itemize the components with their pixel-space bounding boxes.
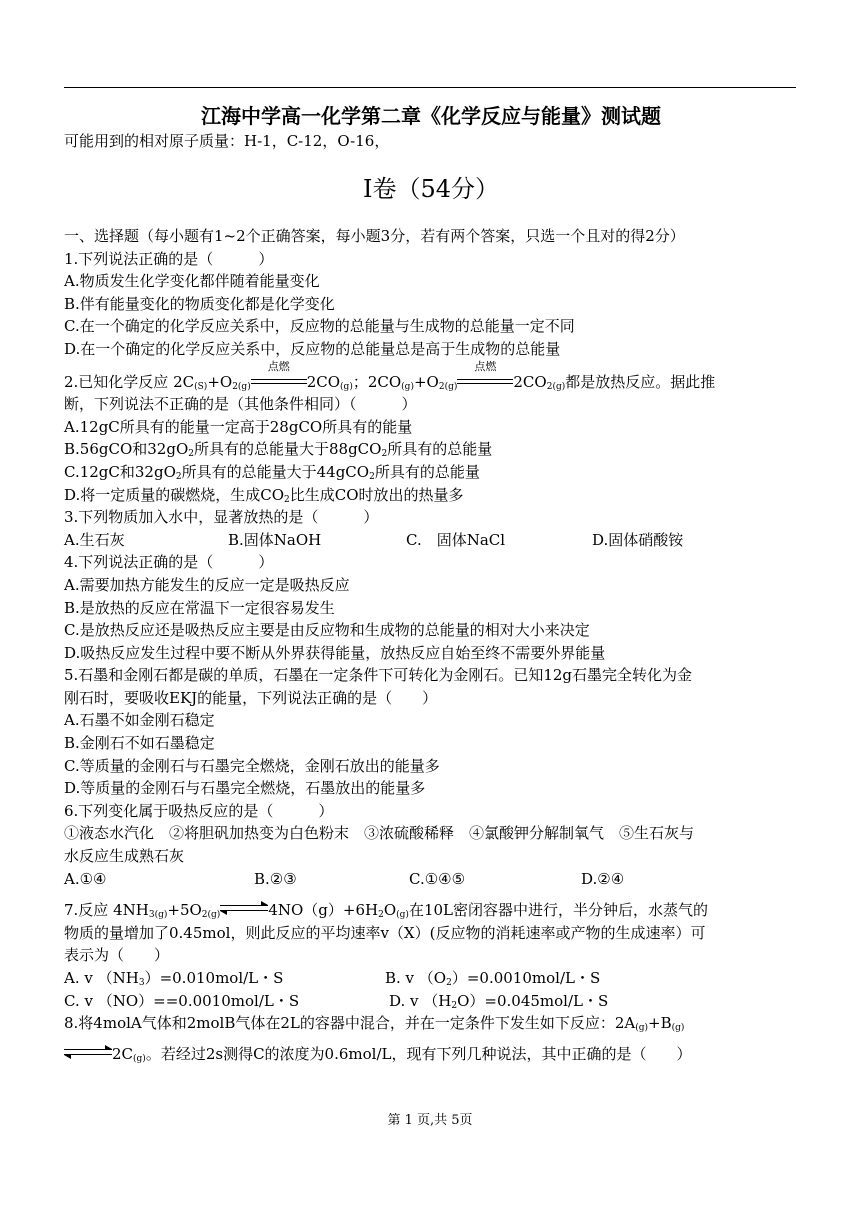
option-b: B.金刚石不如石墨稳定 — [64, 734, 215, 753]
option-c: C.是放热反应还是吸热反应主要是由反应物和生成物的总能量的相对大小来决定 — [64, 621, 590, 640]
option-a: A.石墨不如金刚石稳定 — [64, 711, 215, 730]
reversible-arrow — [220, 903, 268, 915]
section-title: I卷（54分） — [362, 175, 500, 203]
options-row — [64, 529, 798, 552]
exam-page — [64, 96, 798, 1065]
question-stem: 4.下列说法正确的是（ ） — [64, 553, 274, 572]
question-stem: 3.下列物质加入水中，显著放热的是（ ） — [64, 508, 379, 527]
option-a: A.生石灰 — [64, 530, 125, 549]
option-b: B.固体NaOH — [228, 530, 322, 549]
options-row — [64, 990, 798, 1013]
header-rule — [64, 87, 796, 88]
reaction-condition-arrow: 点燃 — [251, 373, 307, 387]
question-4 — [64, 551, 798, 664]
options-row — [64, 868, 798, 891]
question-stem: 7.反应 $4NH_{3(g)}+5O_{2(g)}$ $4NO(g)+6H_2O_{(g)}$在10L密闭容器中进行，半分钟后，水蒸气的 — [64, 901, 708, 921]
option-d: D.等质量的金刚石与石墨完全燃烧，石墨放出的能量多 — [64, 779, 426, 798]
question-stem-cont: $2C_{(g)}$。若经过2s测得C的浓度为0.6mol/L，现有下列几种说法，其中正确的是（ ） — [64, 1043, 798, 1066]
option-a: A. v $(NH_3)=0.010mol/L$・S — [64, 969, 284, 988]
question-2 — [64, 359, 798, 507]
instructions: 一、选择题（每小题有1~2个正确答案，每小题3分，若有两个答案，只选一个且对的得2分） — [64, 227, 685, 245]
option-c: C.12gC和$32gO_2$所具有的总能量大于44gCO$_2$所具有的总能量 — [64, 462, 480, 482]
question-1 — [64, 248, 798, 361]
option-b: B.56gCO和$32gO_2$所具有的总能量大于88gCO$_2$所具有的总能量 — [64, 440, 493, 460]
question-5 — [64, 664, 798, 800]
option-b: B.②③ — [254, 869, 297, 888]
option-b: B.是放热的反应在常温下一定很容易发生 — [64, 598, 335, 617]
question-stem: 6.下列变化属于吸热反应的是（ ） — [64, 801, 334, 820]
question-items-cont: 水反应生成熟石灰 — [64, 847, 185, 866]
question-6 — [64, 800, 798, 890]
question-stem-cont: 断，下列说法不正确的是（其他条件相同）（ ） — [64, 395, 417, 414]
option-c: C.在一个确定的化学反应关系中，反应物的总能量与生成物的总能量一定不同 — [64, 317, 575, 336]
option-a: A.物质发生化学变化都伴随着能量变化 — [64, 272, 320, 291]
option-d: D.固体硝酸铵 — [592, 530, 684, 549]
page-title: 江海中学高一化学第二章《化学反应与能量》测试题 — [201, 104, 661, 128]
reversible-arrow — [64, 1047, 112, 1059]
reaction-condition-arrow: 点燃 — [457, 373, 513, 387]
option-a: A.①④ — [64, 869, 107, 888]
question-stem-cont: 物质的量增加了0.45mol，则此反应的平均速率v（X）(反应物的消耗速率或产物的生成速率）可 — [64, 923, 706, 942]
option-d: D. v $(H_2O)=0.045mol/L$・S — [389, 991, 609, 1011]
option-a: A.需要加热方能发生的反应一定是吸热反应 — [64, 575, 350, 594]
question-7 — [64, 899, 798, 1012]
option-c: C. v （NO）==0.0010mol/L・S — [64, 991, 300, 1010]
question-stem: 2.已知化学反应 $2C_{(S)}+O_{2(g)}$ 点燃 $2CO_{(g)}$；$2CO_{(g)}+O_{2(g)}$ 点燃 $2CO_{2(g)}$都是放热反应。据此推 — [64, 359, 716, 392]
question-stem-cont: 刚石时，要吸收EKJ的能量，下列说法正确的是（ ） — [64, 688, 438, 707]
option-d: D.②④ — [581, 869, 625, 888]
question-stem: 1.下列说法正确的是（ ） — [64, 249, 274, 268]
option-c: C.等质量的金刚石与石墨完全燃烧，金刚石放出的能量多 — [64, 756, 440, 775]
option-c: C. 固体NaCl — [406, 530, 506, 549]
page-footer: 第 1 页,共 5页 — [387, 1113, 473, 1128]
option-d: D.将一定质量的碳燃烧，生成$CO_2$比生成CO时放出的热量多 — [64, 485, 464, 505]
option-b: B. v $(O_2)=0.0010mol/L$・S — [385, 969, 601, 988]
question-8 — [64, 1012, 798, 1065]
atomic-masses: 可能用到的相对原子质量：H-1，C-12，O-16， — [64, 132, 390, 150]
option-d: D.吸热反应发生过程中要不断从外界获得能量，放热反应自始至终不需要外界能量 — [64, 643, 606, 662]
option-c: C.①④⑤ — [409, 869, 466, 888]
option-d: D.在一个确定的化学反应关系中，反应物的总能量总是高于生成物的总能量 — [64, 339, 561, 358]
question-stem-cont: 表示为（ ） — [64, 946, 170, 965]
question-items: ①液态水汽化 ②将胆矾加热变为白色粉末 ③浓硫酸稀释 ④氯酸钾分解制氧气 ⑤生石灰与 — [64, 824, 695, 843]
options-row — [64, 967, 798, 990]
question-stem: 5.石墨和金刚石都是碳的单质，石墨在一定条件下可转化为金刚石。已知12g石墨完全转化为金 — [64, 666, 693, 685]
question-3 — [64, 506, 798, 551]
option-a: A.12gC所具有的能量一定高于28gCO所具有的能量 — [64, 417, 413, 436]
question-stem: 8.将4molA气体和2molB气体在2L的容器中混合，并在一定条件下发生如下反应：$2A_{(g)}+B_{(g)}$ — [64, 1014, 685, 1034]
option-b: B.伴有能量变化的物质变化都是化学变化 — [64, 294, 335, 313]
